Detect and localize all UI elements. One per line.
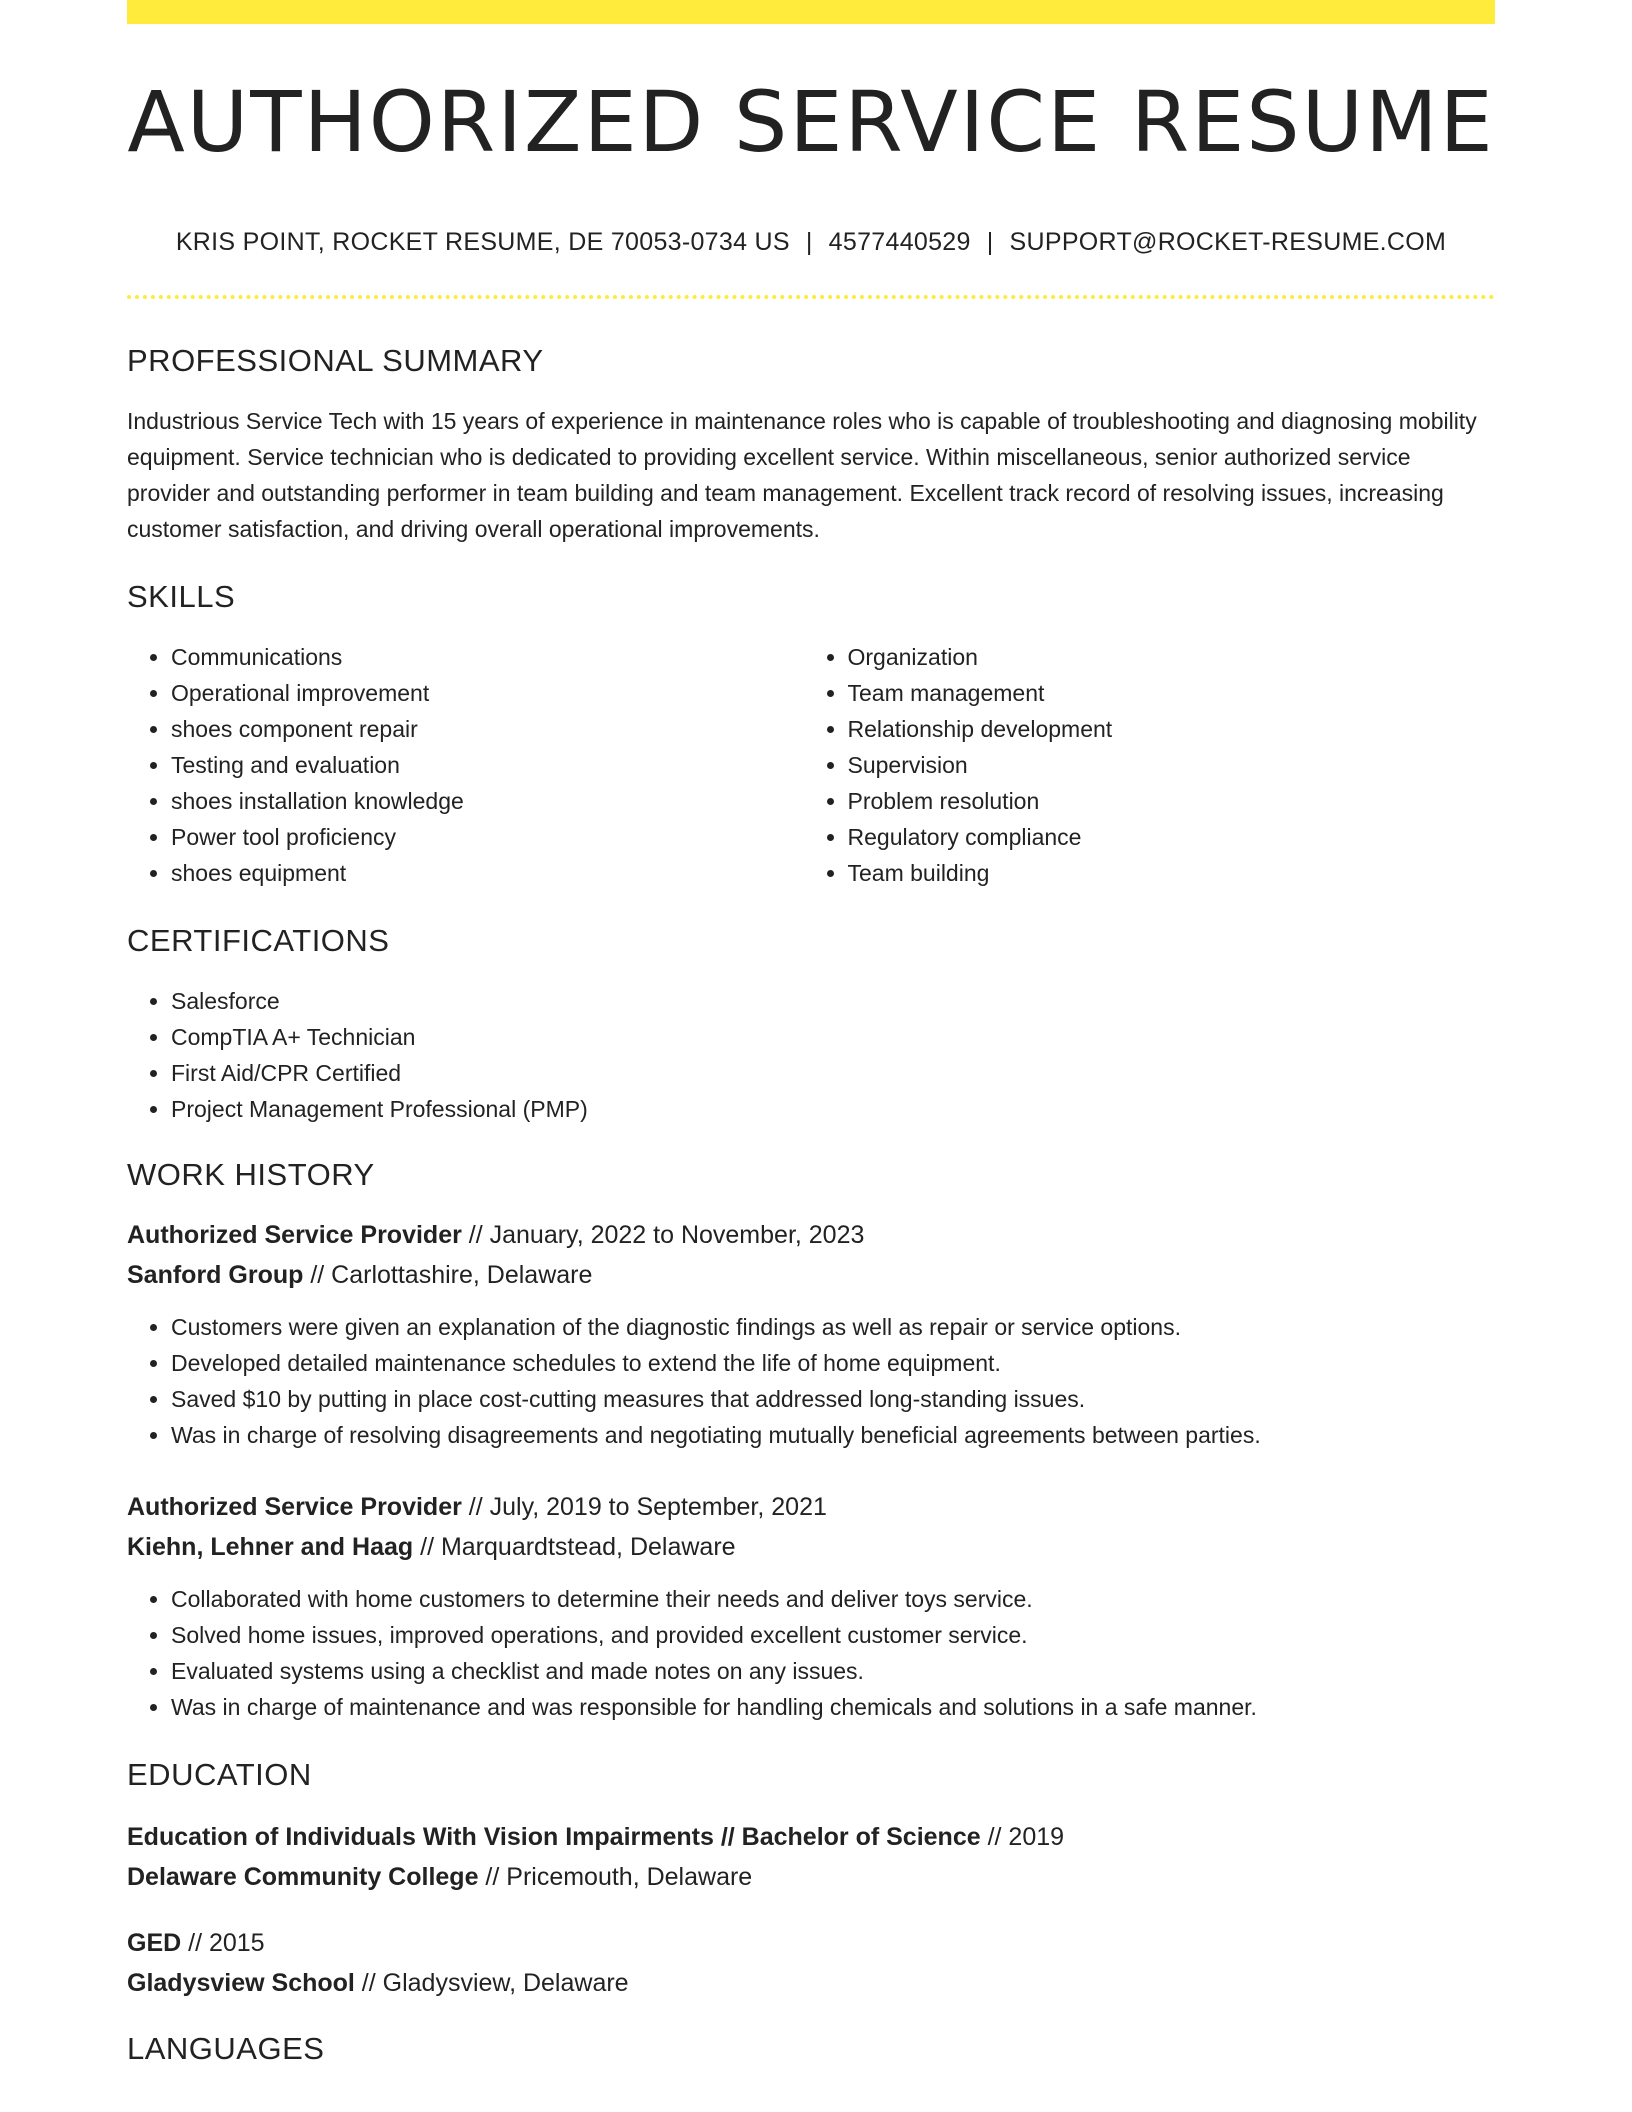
contact-separator: |	[805, 228, 813, 256]
certification-item: • CompTIA A+ Technician	[171, 1019, 1495, 1055]
school-location: // Gladysview, Delaware	[354, 1969, 629, 1997]
resume-title: AUTHORIZED SERVICE RESUME	[127, 73, 1495, 171]
skill-item: • Regulatory compliance	[848, 819, 1496, 855]
job-company-line	[127, 1255, 1495, 1295]
contact-line	[127, 228, 1495, 257]
school-line	[127, 1857, 1495, 1897]
skills-list-right	[804, 639, 1496, 891]
school-location: // Pricemouth, Delaware	[478, 1863, 753, 1891]
languages-heading: LANGUAGES	[127, 2031, 325, 2066]
skill-item: • shoes installation knowledge	[171, 783, 804, 819]
skills-list-left	[127, 639, 804, 891]
education-entry	[127, 1817, 1495, 1897]
education-heading: EDUCATION	[127, 1757, 312, 1792]
job-bullet: • Evaluated systems using a checklist and made notes on any issues.	[171, 1653, 1495, 1689]
top-accent-bar	[127, 0, 1495, 24]
skill-item: • Power tool proficiency	[171, 819, 804, 855]
school: Gladysview School	[127, 1969, 355, 1997]
certifications-list	[127, 983, 1495, 1127]
job-location: // Carlottashire, Delaware	[303, 1261, 593, 1289]
school-line	[127, 1963, 1495, 2003]
degree-line	[127, 1817, 1495, 1857]
job-bullets	[127, 1309, 1495, 1453]
job-title-line	[127, 1487, 1495, 1527]
degree: GED	[127, 1929, 182, 1957]
job-bullet: • Was in charge of resolving disagreements and negotiating mutually beneficial agreements between parties.	[171, 1417, 1495, 1453]
job-bullet: • Saved $10 by putting in place cost-cutting measures that addressed long-standing issues.	[171, 1381, 1495, 1417]
job-bullet: • Was in charge of maintenance and was responsible for handling chemicals and solutions in a safe manner.	[171, 1689, 1495, 1725]
degree-year: // 2019	[980, 1823, 1065, 1851]
skills-heading: SKILLS	[127, 579, 236, 614]
job-entry	[127, 1215, 1495, 1453]
job-company: Sanford Group	[127, 1261, 304, 1289]
dotted-divider	[127, 295, 1495, 299]
skill-item: • Team building	[848, 855, 1496, 891]
certification-item: • First Aid/CPR Certified	[171, 1055, 1495, 1091]
school: Delaware Community College	[127, 1863, 479, 1891]
skill-item: • Testing and evaluation	[171, 747, 804, 783]
skills-columns	[127, 639, 1495, 891]
degree-line	[127, 1923, 1495, 1963]
job-title: Authorized Service Provider	[127, 1221, 462, 1249]
skill-item: • Organization	[848, 639, 1496, 675]
work-history-heading: WORK HISTORY	[127, 1157, 375, 1192]
skill-item: • shoes component repair	[171, 711, 804, 747]
certification-item: • Project Management Professional (PMP)	[171, 1091, 1495, 1127]
job-title: Authorized Service Provider	[127, 1493, 462, 1521]
degree: Education of Individuals With Vision Impairments // Bachelor of Science	[127, 1823, 981, 1851]
skill-item: • Communications	[171, 639, 804, 675]
contact-separator: |	[986, 228, 994, 256]
contact-phone: 4577440529	[828, 228, 971, 256]
skill-item: • Supervision	[848, 747, 1496, 783]
job-bullet: • Collaborated with home customers to determine their needs and deliver toys service.	[171, 1581, 1495, 1617]
contact-address: KRIS POINT, ROCKET RESUME, DE 70053-0734 US	[175, 228, 790, 256]
summary-text: Industrious Service Tech with 15 years of experience in maintenance roles who is capable of troubleshooting and diagnosing mobility equipment. Service technician who is dedicated to providing excellent service. Within miscellaneous, senior authorized service provider and outstanding performer in team building and team management. Excellent track record of resolving issues, increasing customer satisfaction, and driving overall operational improvements.	[127, 408, 1477, 542]
skill-item: • Team management	[848, 675, 1496, 711]
certifications-heading: CERTIFICATIONS	[127, 923, 390, 958]
job-dates: // July, 2019 to September, 2021	[461, 1493, 827, 1521]
resume-page	[127, 0, 1495, 2067]
skill-item: • Operational improvement	[171, 675, 804, 711]
skill-item: • shoes equipment	[171, 855, 804, 891]
education-entry	[127, 1923, 1495, 2003]
job-dates: // January, 2022 to November, 2023	[461, 1221, 865, 1249]
job-company: Kiehn, Lehner and Haag	[127, 1533, 414, 1561]
summary-heading: PROFESSIONAL SUMMARY	[127, 343, 544, 378]
job-bullet: • Customers were given an explanation of the diagnostic findings as well as repair or service options.	[171, 1309, 1495, 1345]
job-bullet: • Developed detailed maintenance schedules to extend the life of home equipment.	[171, 1345, 1495, 1381]
job-title-line	[127, 1215, 1495, 1255]
job-entry	[127, 1487, 1495, 1725]
job-bullets	[127, 1581, 1495, 1725]
contact-email: SUPPORT@ROCKET-RESUME.COM	[1009, 228, 1447, 256]
skill-item: • Problem resolution	[848, 783, 1496, 819]
degree-year: // 2015	[181, 1929, 265, 1957]
certification-item: • Salesforce	[171, 983, 1495, 1019]
job-company-line	[127, 1527, 1495, 1567]
job-bullet: • Solved home issues, improved operations, and provided excellent customer service.	[171, 1617, 1495, 1653]
job-location: // Marquardtstead, Delaware	[413, 1533, 736, 1561]
skill-item: • Relationship development	[848, 711, 1496, 747]
